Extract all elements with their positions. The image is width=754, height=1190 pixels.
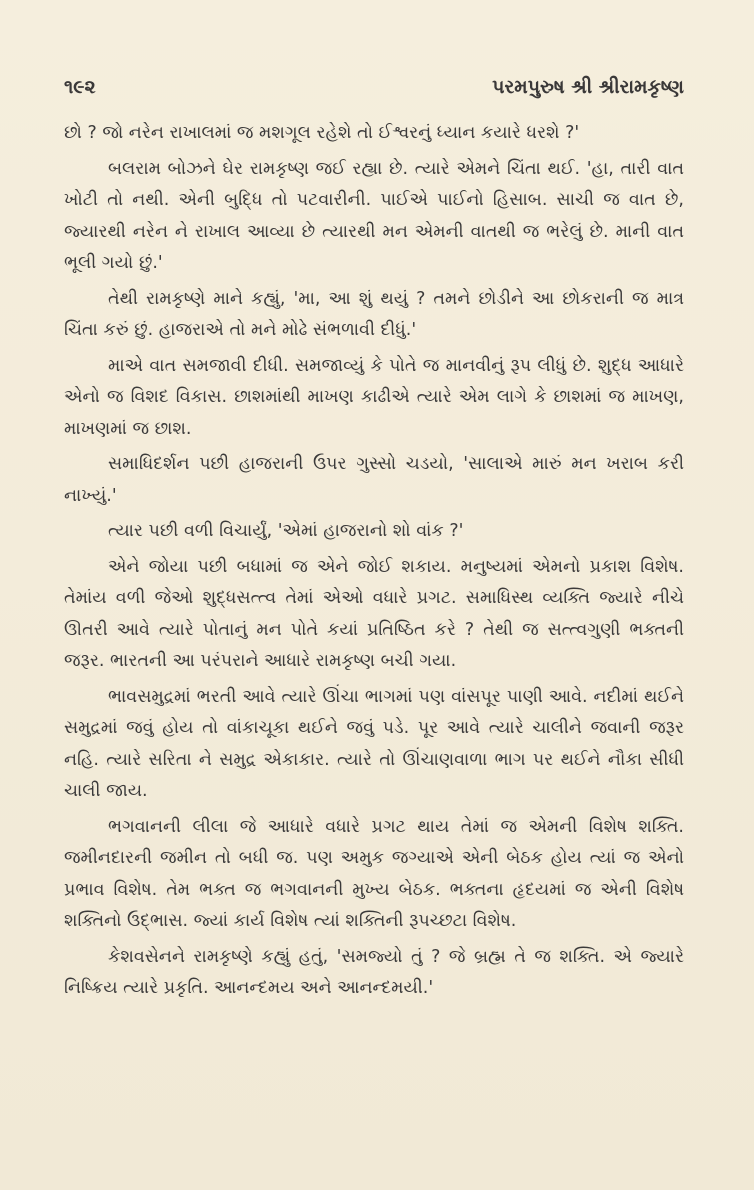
paragraph-continuation: છો ? જો નરેન રાખાલમાં જ મશગૂલ રહેશે તો ઈશ્વરનું ધ્યાન કયારે ધરશે ?' xyxy=(64,123,580,143)
paragraph: બલરામ બોઝને ઘેર રામકૃષ્ણ જઈ રહ્યા છે. ત્યારે એમને ચિંતા થઈ. 'હા, તારી વાત ખોટી તો નથી. એની બુદ્ધિ તો પટવારીની. પાઈએ પાઈનો હિસાબ. સાચી જ વાત છે, જ્યારથી નરેન ને રાખાલ આવ્યા છે ત્યારથી મન એમની વાતથી જ ભરેલું છે. માની વાત ભૂલી ગયો છું.' xyxy=(64,158,684,273)
running-title: પરમપુરુષ શ્રી શ્રીરામકૃષ્ણ xyxy=(492,76,684,98)
page-number: ૧૯૨ xyxy=(64,76,96,98)
paragraph: તેથી રામકૃષ્ણે માને કહ્યું, 'મા, આ શું થયું ? તમને છોડીને આ છોકરાની જ માત્ર ચિંતા કરું છું. હાજરાએ તો મને મોઢે સંભળાવી દીધું.' xyxy=(64,288,684,340)
paragraph: ભાવસમુદ્રમાં ભરતી આવે ત્યારે ઊંચા ભાગમાં પણ વાંસપૂર પાણી આવે. નદીમાં થઈને સમુદ્રમાં જવું હોય તો વાંકાચૂકા થઈને જવું પડે. પૂર આવે ત્યારે ચાલીને જવાની જરૂર નહિ. ત્યારે સરિતા ને સમુદ્ર એકાકાર. ત્યારે તો ઊંચાણવાળા ભાગ પર થઈને નૌકા સીધી ચાલી જાય. xyxy=(64,686,684,801)
paragraph: માએ વાત સમજાવી દીધી. સમજાવ્યું કે પોતે જ માનવીનું રૂપ લીધું છે. શુદ્ધ આધારે એનો જ વિશદ વિકાસ. છાશમાંથી માખણ કાઢીએ ત્યારે એમ લાગે કે છાશમાં જ માખણ, માખણમાં જ છાશ. xyxy=(64,355,684,439)
paragraph: ભગવાનની લીલા જે આધારે વધારે પ્રગટ થાય તેમાં જ એમની વિશેષ શક્તિ. જમીનદારની જમીન તો બધી જ. પણ અમુક જગ્યાએ એની બેઠક હોય ત્યાં જ એનો પ્રભાવ વિશેષ. તેમ ભક્ત જ ભગવાનની મુખ્ય બેઠક. ભક્તના હૃદયમાં જ એની વિશેષ શક્તિનો ઉદ્‌ભાસ. જ્યાં કાર્ય વિશેષ ત્યાં શક્તિની રૂપચ્છટા વિશેષ. xyxy=(64,816,684,931)
body-text xyxy=(64,118,684,1009)
paragraph: એને જોયા પછી બધામાં જ એને જોઈ શકાય. મનુષ્યમાં એમનો પ્રકાશ વિશેષ. તેમાંય વળી જેઓ શુદ્ધસત્ત્વ તેમાં એઓ વધારે પ્રગટ. સમાધિસ્થ વ્યક્તિ જ્યારે નીચે ઊતરી આવે ત્યારે પોતાનું મન પોતે કયાં પ્રતિષ્ઠિત કરે ? તેથી જ સત્ત્વગુણી ભક્તની જરૂર. ભારતની આ પરંપરાને આધારે રામકૃષ્ણ બચી ગયા. xyxy=(64,556,684,671)
paragraph: કેશવસેનને રામકૃષ્ણે કહ્યું હતું, 'સમજ્યો તું ? જે બ્રહ્મ તે જ શક્તિ. એ જ્યારે નિષ્ક્રિય ત્યારે પ્રકૃતિ. આનન્દમય અને આનન્દમયી.' xyxy=(64,946,684,998)
page-header xyxy=(64,76,684,106)
paragraph: સમાધિદર્શન પછી હાજરાની ઉપર ગુસ્સો ચડયો, 'સાલાએ મારું મન ખરાબ કરી નાખ્યું.' xyxy=(64,454,684,506)
paragraph: ત્યાર પછી વળી વિચાર્યું, 'એમાં હાજરાનો શો વાંક ?' xyxy=(108,521,464,541)
